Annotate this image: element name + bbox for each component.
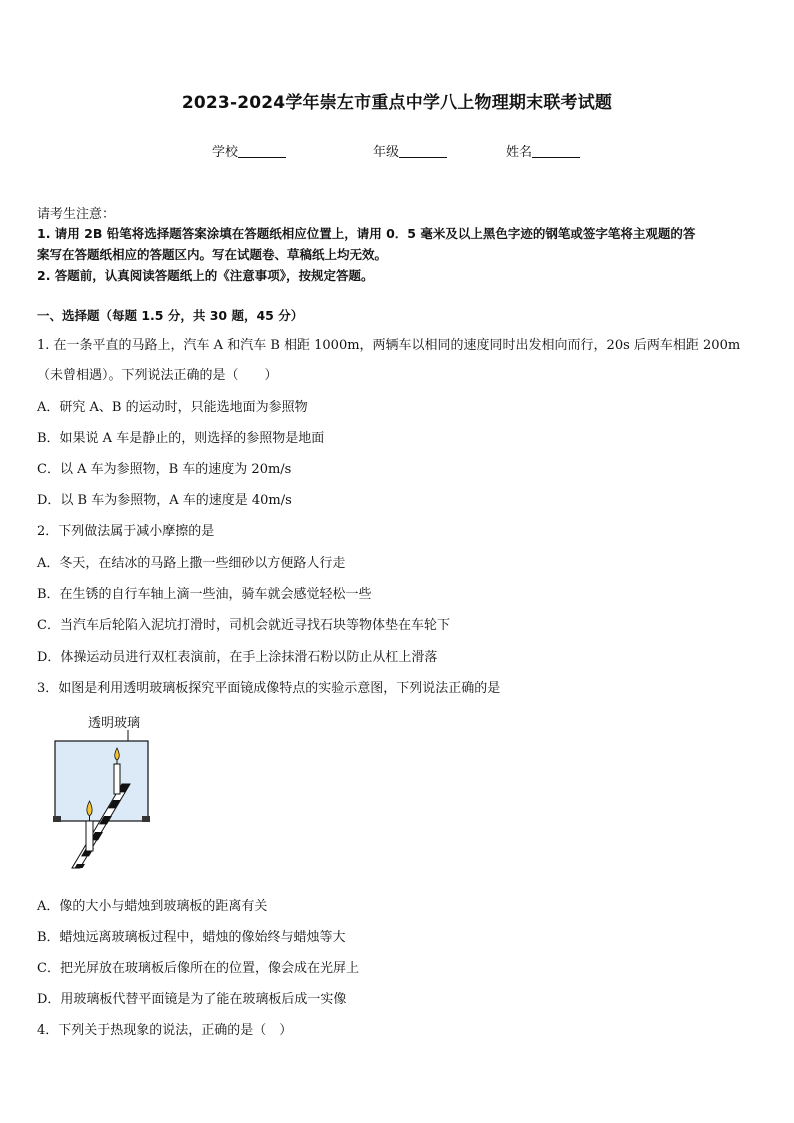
name-field xyxy=(506,141,580,160)
question-1-stem-line-1: 1. 在一条平直的马路上，汽车 A 和汽车 B 相距 1000m，两辆车以相同的速度同时出发相向而行，20s 后两车相距 200m xyxy=(37,338,741,353)
grade-blank[interactable] xyxy=(399,143,447,158)
question-2-option-a: A．冬天，在结冰的马路上撒一些细砂以方便路人行走 xyxy=(37,556,346,571)
question-2-option-b: B．在生锈的自行车轴上滴一些油，骑车就会感觉轻松一些 xyxy=(37,587,372,602)
question-1-option-c: C．以 A 车为参照物，B 车的速度为 20m/s xyxy=(37,462,292,477)
school-blank[interactable] xyxy=(238,143,286,158)
question-3-option-c: C．把光屏放在玻璃板后像所在的位置，像会成在光屏上 xyxy=(37,961,359,976)
glass-foot-right xyxy=(142,816,150,822)
section-1-heading: 一、选择题（每题 1.5 分，共 30 题，45 分） xyxy=(37,308,304,323)
mirror-experiment-diagram xyxy=(50,712,160,872)
school-field xyxy=(212,141,286,160)
notice-item-1-line-1: 1. 请用 2B 铅笔将选择题答案涂填在答题纸相应位置上，请用 0．5 毫米及以上黑色字迹的钢笔或签字笔将主观题的答 xyxy=(37,226,696,241)
glass-foot-left xyxy=(53,816,61,822)
notice-item-1-line-2: 案写在答题纸相应的答题区内。写在试题卷、草稿纸上均无效。 xyxy=(37,247,388,262)
notice-item-2: 2. 答题前，认真阅读答题纸上的《注意事项》，按规定答题。 xyxy=(37,268,374,283)
question-1-option-b: B．如果说 A 车是静止的，则选择的参照物是地面 xyxy=(37,431,325,446)
question-3-option-a: A．像的大小与蜡烛到玻璃板的距离有关 xyxy=(37,899,268,914)
question-1-option-a: A．研究 A、B 的运动时，只能选地面为参照物 xyxy=(37,400,308,415)
question-3-option-b: B．蜡烛远离玻璃板过程中，蜡烛的像始终与蜡烛等大 xyxy=(37,930,346,945)
school-label: 学校 xyxy=(212,145,239,160)
name-label: 姓名 xyxy=(506,145,533,160)
grade-field xyxy=(373,141,447,160)
student-info-row xyxy=(0,141,794,161)
question-1-stem-line-2: （未曾相遇）。下列说法正确的是（ ） xyxy=(37,368,278,383)
question-3-stem: 3．如图是利用透明玻璃板探究平面镜成像特点的实验示意图，下列说法正确的是 xyxy=(37,681,501,696)
glass-plate xyxy=(55,741,148,821)
question-3-option-d: D．用玻璃板代替平面镜是为了能在玻璃板后成一实像 xyxy=(37,992,347,1007)
candle-real xyxy=(86,801,93,851)
question-2-option-c: C．当汽车后轮陷入泥坑打滑时，司机会就近寻找石块等物体垫在车轮下 xyxy=(37,618,450,633)
mirror-experiment-figure xyxy=(50,712,160,872)
question-2-option-d: D．体操运动员进行双杠表演前，在手上涂抹滑石粉以防止从杠上滑落 xyxy=(37,650,438,665)
question-2-stem: 2．下列做法属于减小摩擦的是 xyxy=(37,524,215,539)
grade-label: 年级 xyxy=(373,145,400,160)
exam-title: 2023-2024学年崇左市重点中学八上物理期末联考试题 xyxy=(181,93,613,113)
question-1-option-d: D．以 B 车为参照物，A 车的速度是 40m/s xyxy=(37,493,292,508)
name-blank[interactable] xyxy=(532,143,580,158)
candle-image xyxy=(114,748,120,794)
notice-heading: 请考生注意： xyxy=(37,207,116,222)
question-4-stem: 4．下列关于热现象的说法，正确的是（ ） xyxy=(37,1023,293,1038)
figure-label-glass: 透明玻璃 xyxy=(88,716,141,731)
